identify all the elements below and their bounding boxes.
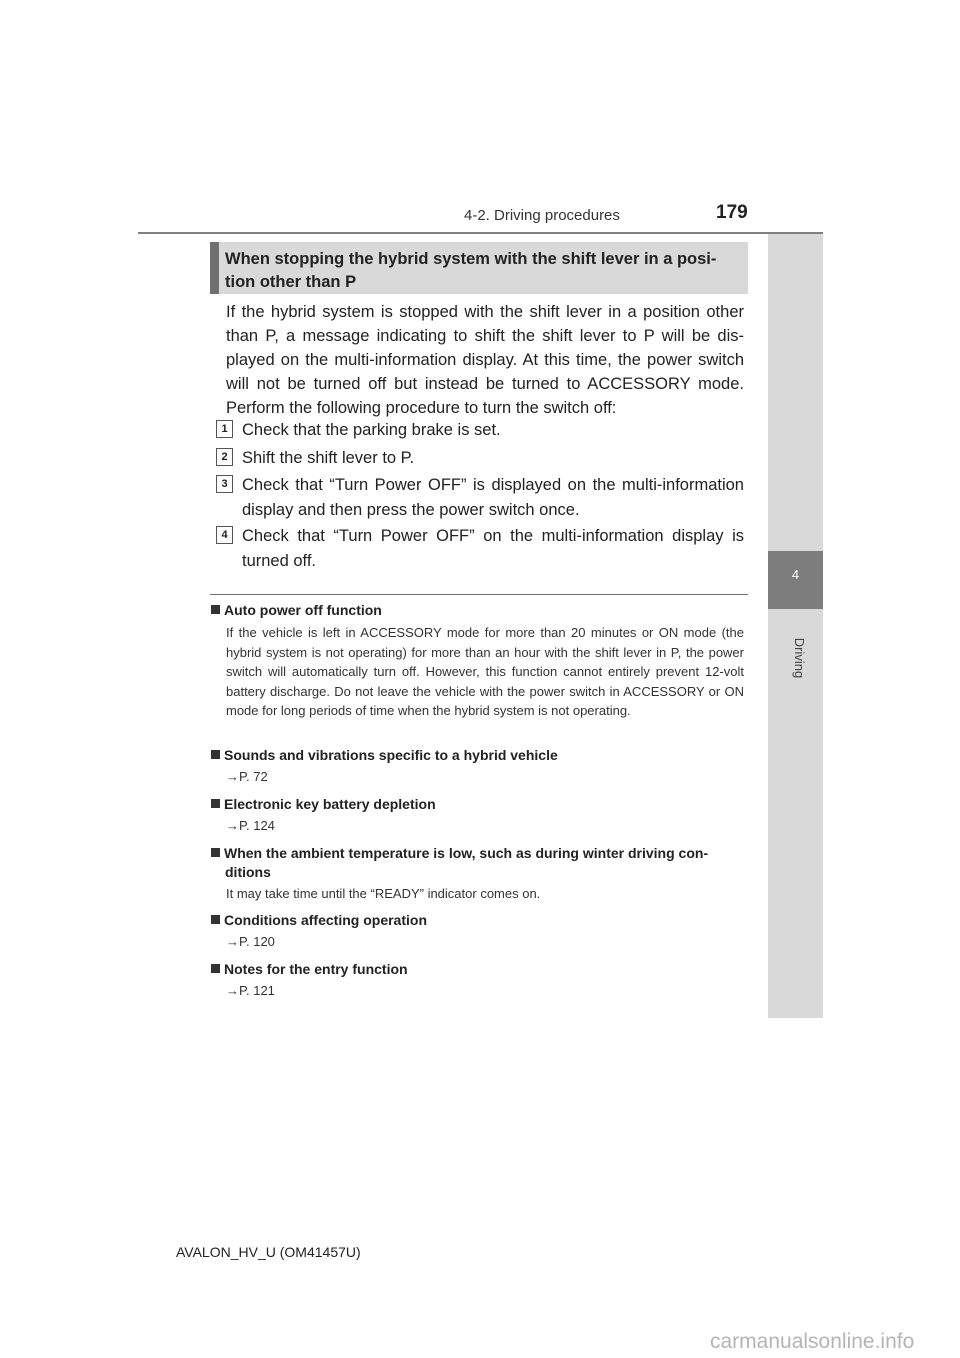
header-divider: [138, 232, 823, 234]
square-bullet-icon: [211, 964, 220, 973]
intro-paragraph: If the hybrid system is stopped with the shift lever in a position other than P, a message indicating to shift the shift lever to P will be dis-played on the multi-information display. At this time, the power switch will not be turned off but instead be turned to ACCESSORY mode. Perform the following procedure to turn the switch off:: [226, 303, 744, 417]
note-title-text: Conditions affecting operation: [224, 912, 427, 928]
note-body-auto-power-off: If the vehicle is left in ACCESSORY mode for more than 20 minutes or ON mode (the hybrid system is not operating) for more than an hour with the shift lever in P, the power switch will automatically turn off. However, this function cannot entirely prevent 12-volt battery discharge. Do not leave the vehicle with the power switch in ACCESSORY or ON mode for long periods of time when the hybrid system is not operating.: [226, 625, 744, 718]
note-title-text: Notes for the entry function: [224, 961, 408, 977]
square-bullet-icon: [211, 915, 220, 924]
note-title-entry-function: [211, 960, 751, 978]
step-text: Check that “Turn Power OFF” on the multi-information display is turned off.: [242, 527, 744, 570]
note-ref-link[interactable]: →P. 120: [226, 934, 275, 949]
note-title-conditions-operation: [211, 911, 751, 929]
square-bullet-icon: [211, 750, 220, 759]
chapter-tab: [768, 551, 823, 609]
note-body-low-temperature: It may take time until the “READY” indicator comes on.: [226, 886, 541, 901]
note-ref-link[interactable]: →P. 72: [226, 769, 268, 784]
section-heading-bar: [210, 242, 219, 294]
watermark: carmanualsonline.info: [710, 1330, 915, 1353]
note-title-auto-power-off: [211, 601, 751, 619]
note-title-text: Electronic key battery depletion: [224, 796, 436, 812]
step-text: Shift the shift lever to P.: [242, 449, 415, 467]
note-title-text-line-1: When the ambient temperature is low, such as during winter driving con-: [224, 845, 709, 861]
step-number-box: 4: [216, 526, 233, 544]
note-title-text-line-2: ditions: [225, 864, 271, 880]
section-heading-line-1: When stopping the hybrid system with the shift lever in a posi-: [225, 250, 717, 268]
square-bullet-icon: [211, 605, 220, 614]
note-title-key-battery: [211, 795, 751, 813]
note-ref-link[interactable]: →P. 124: [226, 818, 275, 833]
section-heading-line-2: tion other than P: [225, 273, 357, 291]
chapter-number: 4: [791, 567, 800, 582]
step-number-box: 1: [216, 420, 233, 438]
note-title-text: Sounds and vibrations specific to a hybrid vehicle: [224, 747, 558, 763]
step-text: Check that the parking brake is set.: [242, 421, 501, 439]
step-number-box: 2: [216, 448, 233, 466]
step-number-box: 3: [216, 475, 233, 493]
document-code-footer: AVALON_HV_U (OM41457U): [176, 1244, 361, 1260]
square-bullet-icon: [211, 848, 220, 857]
section-heading: [225, 248, 743, 294]
note-title-text: Auto power off function: [224, 602, 382, 618]
chapter-label: Driving: [792, 637, 807, 679]
square-bullet-icon: [211, 799, 220, 808]
side-margin-band: [768, 234, 823, 1018]
note-ref-link[interactable]: →P. 121: [226, 983, 275, 998]
step-text: Check that “Turn Power OFF” is displayed on the multi-information display and then press the power switch once.: [242, 476, 744, 519]
note-title-low-temperature: [211, 844, 751, 882]
header-section-title: 4-2. Driving procedures: [464, 207, 620, 224]
page-number: 179: [716, 202, 748, 223]
notes-divider: [210, 594, 748, 595]
note-title-sounds-vibrations: [211, 746, 751, 764]
